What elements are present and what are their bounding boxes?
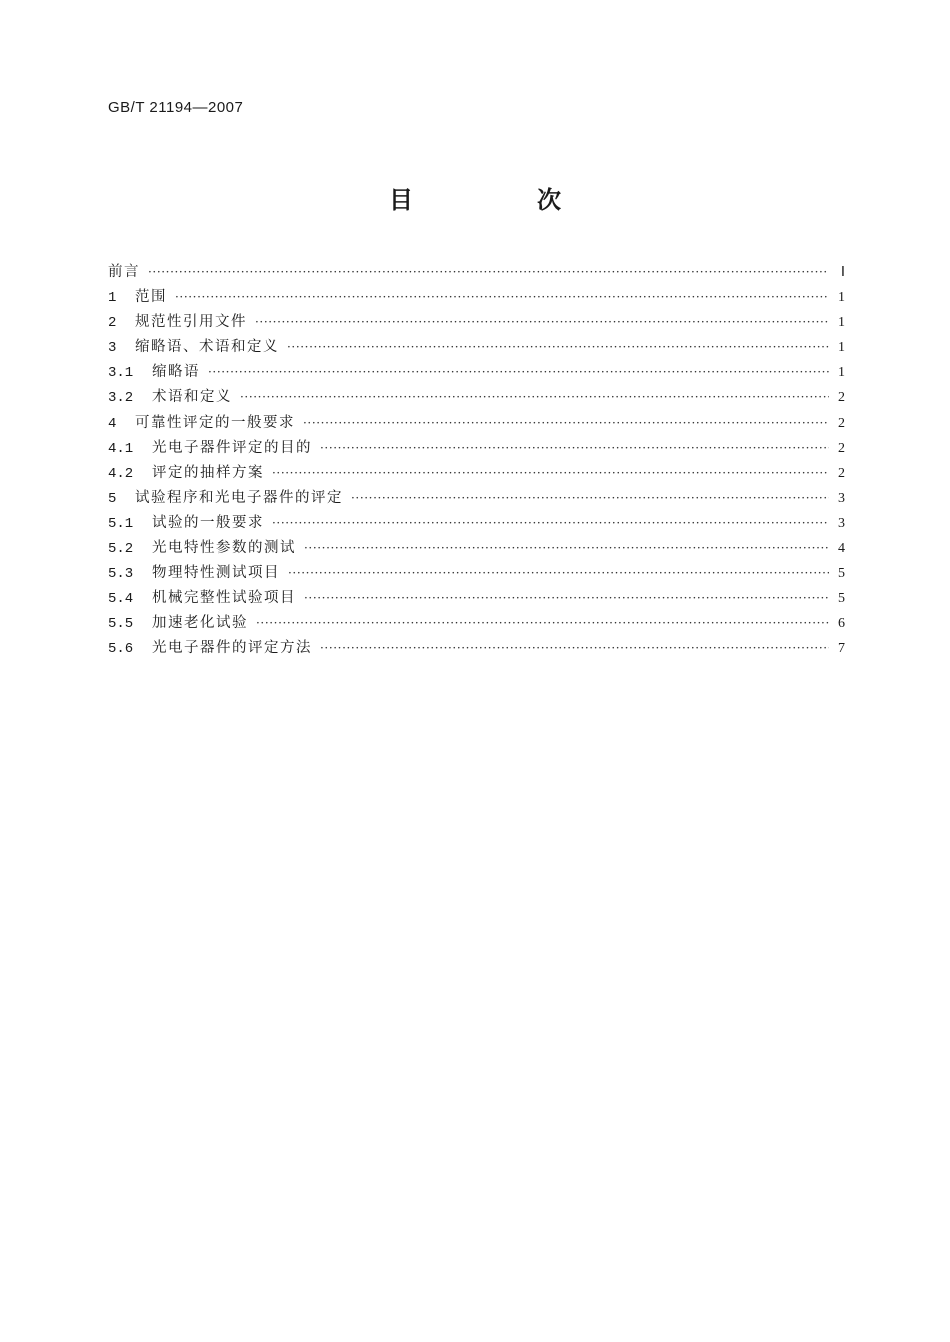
toc-leader-dots — [208, 360, 829, 385]
toc-leader-dots — [288, 561, 829, 586]
toc-entry-number: 4 — [108, 415, 117, 432]
toc-entry-page: 4 — [838, 541, 845, 557]
toc-entry-title: 试验的一般要求 — [152, 514, 264, 531]
toc-entry-title: 光电子器件的评定方法 — [152, 640, 312, 657]
toc-entry-5-2[interactable] — [108, 536, 845, 561]
toc-entry-number: 3 — [108, 340, 117, 357]
toc-title: 目 次 — [389, 186, 611, 214]
toc-leader-dots — [272, 461, 829, 486]
toc-entry-5-5[interactable] — [108, 611, 845, 636]
toc-leader-dots — [287, 335, 829, 360]
toc-entry-title: 光电特性参数的测试 — [152, 540, 296, 557]
toc-entry-page: 5 — [838, 566, 845, 582]
toc-entry-title: 缩略语 — [152, 364, 200, 381]
toc-leader-dots — [303, 411, 829, 436]
toc-entry-number: 4.2 — [108, 465, 134, 482]
toc-entry-number: 5.4 — [108, 591, 134, 608]
toc-entry-page: 2 — [838, 465, 845, 481]
toc-entry-number: 5.6 — [108, 641, 134, 658]
toc-entry-4-1[interactable] — [108, 436, 845, 461]
toc-entry-5-6[interactable] — [108, 636, 845, 661]
toc-entry-page: 3 — [838, 515, 845, 531]
toc-leader-dots — [304, 536, 829, 561]
toc-entry-title: 光电子器件评定的目的 — [152, 439, 312, 456]
toc-leader-dots — [351, 486, 829, 511]
toc-leader-dots — [272, 511, 829, 536]
toc-entry-number: 3.2 — [108, 390, 134, 407]
toc-entry-1[interactable] — [108, 285, 845, 310]
standard-code: GB/T 21194—2007 — [108, 99, 244, 116]
toc-entry-title: 加速老化试验 — [152, 615, 248, 632]
toc-entry-3-2[interactable] — [108, 385, 845, 410]
toc-leader-dots — [304, 586, 829, 611]
toc-entry-title: 物理特性测试项目 — [152, 565, 280, 582]
toc-entry-title: 规范性引用文件 — [135, 314, 247, 331]
toc-entry-number: 5 — [108, 490, 117, 507]
toc-entry-5-3[interactable] — [108, 561, 845, 586]
toc-entry-number: 3.1 — [108, 365, 134, 382]
toc-entry-page: 2 — [838, 390, 845, 406]
toc-entry-number: 5.3 — [108, 566, 134, 583]
toc-entry-title: 范围 — [135, 289, 167, 306]
toc-entry-5-4[interactable] — [108, 586, 845, 611]
toc-entry-page: 1 — [838, 315, 845, 331]
toc-entry-number: 5.2 — [108, 541, 134, 558]
toc-entry-page: 6 — [838, 616, 845, 632]
toc-entry-title: 评定的抽样方案 — [152, 464, 264, 481]
toc-leader-dots — [175, 285, 829, 310]
toc-entry-foreword[interactable] — [108, 260, 845, 285]
toc-leader-dots — [255, 310, 829, 335]
toc-entry-4-2[interactable] — [108, 461, 845, 486]
toc-entry-number: 5.5 — [108, 616, 134, 633]
toc-leader-dots — [240, 385, 829, 410]
toc-leader-dots — [320, 436, 829, 461]
toc-leader-dots — [320, 636, 829, 661]
toc-entry-title: 前言 — [108, 264, 140, 280]
toc-entry-title: 缩略语、术语和定义 — [135, 339, 279, 356]
toc-entry-page: 1 — [838, 340, 845, 356]
toc-entry-number: 1 — [108, 290, 117, 307]
toc-entry-page: Ⅰ — [840, 265, 845, 280]
toc-entry-number: 2 — [108, 315, 117, 332]
toc-entry-3[interactable] — [108, 335, 845, 360]
toc-entry-page: 1 — [838, 290, 845, 306]
toc-leader-dots — [148, 260, 829, 285]
toc-entry-title: 机械完整性试验项目 — [152, 590, 296, 607]
toc-entry-number: 4.1 — [108, 440, 134, 457]
toc-entry-page: 7 — [838, 641, 845, 657]
toc-entry-page: 2 — [838, 415, 845, 431]
toc-entry-page: 5 — [838, 591, 845, 607]
toc-leader-dots — [256, 611, 829, 636]
toc-entry-2[interactable] — [108, 310, 845, 335]
toc-list — [108, 260, 845, 662]
toc-entry-3-1[interactable] — [108, 360, 845, 385]
toc-entry-5[interactable] — [108, 486, 845, 511]
toc-entry-page: 2 — [838, 440, 845, 456]
toc-entry-page: 3 — [838, 490, 845, 506]
toc-entry-4[interactable] — [108, 411, 845, 436]
toc-entry-number: 5.1 — [108, 515, 134, 532]
toc-entry-title: 可靠性评定的一般要求 — [135, 414, 295, 431]
toc-entry-title: 术语和定义 — [152, 389, 232, 406]
toc-entry-5-1[interactable] — [108, 511, 845, 536]
toc-entry-title: 试验程序和光电子器件的评定 — [135, 489, 343, 506]
toc-entry-page: 1 — [838, 365, 845, 381]
